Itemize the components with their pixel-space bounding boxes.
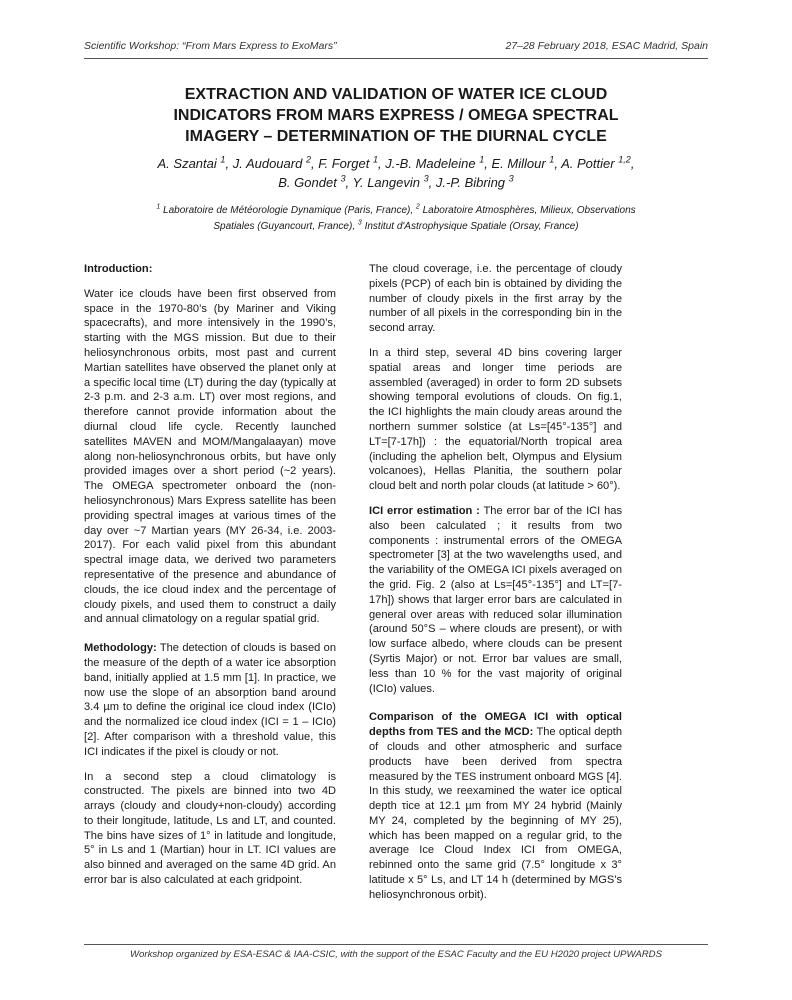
author: A. Pottier $^{1,2}$, <box>561 154 635 171</box>
author-line-1 <box>84 154 708 173</box>
affiliation-line-1: $^1$ Laboratoire de Météorologie Dynamique (Paris, France), $^2$ Laboratoire Atmosphères, Milieux, Observations <box>156 203 636 216</box>
error-heading: ICI error estimation : <box>369 504 480 517</box>
error-paragraph: ICI error estimation : The error bar of the ICI has also been calculated ; it results from two components : instrumental errors of the OMEGA spectrometer [3] at the two wavelengths used, and the variability of the OMEGA ICI pixels averaged on the grid. Fig. 2 (also at Ls=[45°-135°] and LT=[7-17h]) shows that larger error bars are calculated in general over areas with reduced solar illumination (around 50°S – where clouds are present), or with low surface albedo, where clouds can be present (Syrtis Major) or not. Error bar values are small, less than 10 % for the vast majority of original (ICIo) values. <box>369 504 622 695</box>
author: J.-P. Bibring $^3$ <box>435 173 514 190</box>
running-header <box>84 40 708 56</box>
author: A. Szantai $^1$, <box>157 154 233 171</box>
affiliations <box>84 203 708 235</box>
author-line-2 <box>84 173 708 192</box>
intro-heading: Introduction: <box>84 263 153 275</box>
right-column <box>369 262 622 913</box>
author: J. Audouard $^2$, <box>232 154 319 171</box>
workshop-date-location: 27–28 February 2018, ESAC Madrid, Spain <box>505 40 708 52</box>
left-column <box>84 262 336 898</box>
third-step-paragraph: In a third step, several 4D bins covering larger spatial areas and longer time periods are assembled (averaged) in order to form 2D subsets showing temporal evolutions of clouds. On fig.1, the ICI highlights the main cloudy areas around the northern summer solstice (at Ls=[45°-135°] and LT=[7-17h]) : the equatorial/North tropical area (including the aphelion belt, Olympus and Elysium volcanoes), Hellas Planitia, the southern polar cloud belt and north polar clouds (at latitude > 60°). <box>369 346 622 493</box>
coverage-paragraph: The cloud coverage, i.e. the percentage of cloudy pixels (PCP) of each bin is obtained by dividing the number of cloudy pixels in the first array by the number of all pixels in the corresponding bin in the second array. <box>369 263 622 335</box>
title-line-3: IMAGERY – DETERMINATION OF THE DIURNAL CYCLE <box>185 128 607 145</box>
author: Y. Langevin $^3$, <box>352 173 436 190</box>
paper-title <box>84 84 708 147</box>
footer-rule <box>84 944 708 945</box>
methodology-heading: Methodology: <box>84 642 157 655</box>
author: F. Forget $^1$, <box>318 154 386 171</box>
author: E. Millour $^1$, <box>491 154 562 171</box>
author-list <box>84 154 708 192</box>
comparison-heading: Comparison of the OMEGA ICI with optical depths from TES and the MCD: <box>369 711 622 739</box>
affiliation-line-2: Spatiales (Guyancourt, France), $^3$ Institut d'Astrophysique Spatiale (Orsay, France) <box>213 219 579 232</box>
workshop-name: Scientific Workshop: “From Mars Express to ExoMars” <box>84 40 337 52</box>
author: B. Gondet $^3$, <box>278 173 353 190</box>
comparison-paragraph: Comparison of the OMEGA ICI with optical depths from TES and the MCD: The optical depth of clouds and other atmospheric and surface products have been derived from spectra measured by the TES instrument onboard MGS [4]. In this study, we reexamined the water ice optical depth τice at 12.1 µm from MY 24 hybrid (Mainly MY 24, completed by the beginning of MY 25), which has been mapped on a regular grid, to the average Ice Cloud Index ICI from OMEGA, rebinned onto the same grid (7.5° longitude x 3° latitude x 5° Ls, and LT 14 h (determined by MGS's heliosynchronous orbit). <box>369 711 622 901</box>
title-line-2: INDICATORS FROM MARS EXPRESS / OMEGA SPECTRAL <box>173 107 619 124</box>
title-line-1: EXTRACTION AND VALIDATION OF WATER ICE CLOUD <box>184 86 608 103</box>
methodology-paragraph: Methodology: The detection of clouds is based on the measure of the depth of a water ice absorption band, initially applied at 1.5 mm [1]. In practice, we now use the slope of an absorption band around 3.4 µm to define the original ice cloud index (ICIo) and the normalized ice cloud index (ICI = 1 – ICIo) [2]. After comparison with a threshold value, this ICI indicates if the pixel is cloudy or not. <box>84 642 336 758</box>
second-step-paragraph: In a second step a cloud climatology is constructed. The pixels are binned into two 4D arrays (cloudy and cloudy+non-cloudy) according to their longitude, latitude, Ls and LT, and counted. The bins have sizes of 1° in latitude and longitude, 5° in Ls and 1 (Martian) hour in LT. ICI values are also binned and averaged on the same 4D grid. An error bar is also calculated at each gridpoint. <box>84 770 336 887</box>
author: J.-B. Madeleine $^1$, <box>385 154 492 171</box>
page-footer: Workshop organized by ESA-ESAC & IAA-CSIC, with the support of the ESAC Faculty and the EU H2020 project UPWARDS <box>130 949 662 960</box>
intro-paragraph: Water ice clouds have been first observed from space in the 1970-80’s (by Mariner and Viking spacecrafts), and more intensively in the 1990’s, starting with the MGS mission. But due to their heliosynchronous orbits, most past and current Martian satellites have observed the planet only at a specific local time (LT) during the day (typically at 2-3 p.m. and 2-3 a.m. LT) over most regions, and therefore cannot provide information about the diurnal cloud life cycle. Recently launched satellites MAVEN and MOM/Mangalaayan) move along non-heliosynchronous orbits, but have only provided images over a short period (~2 years). The OMEGA spectrometer onboard the (non-heliosynchronous) Mars Express satellite has been providing spectral images at various times of the day over ~7 Martian years (MY 26-34, i.e. 2003-2017). For each valid pixel from this abundant spectral image data, we derived two parameters representative of the presence and abundance of clouds, the ice cloud index and the percentage of cloudy pixels, and used them to construct a daily and annual climatology on a regular spatial grid. <box>84 287 336 626</box>
header-rule <box>84 58 708 59</box>
